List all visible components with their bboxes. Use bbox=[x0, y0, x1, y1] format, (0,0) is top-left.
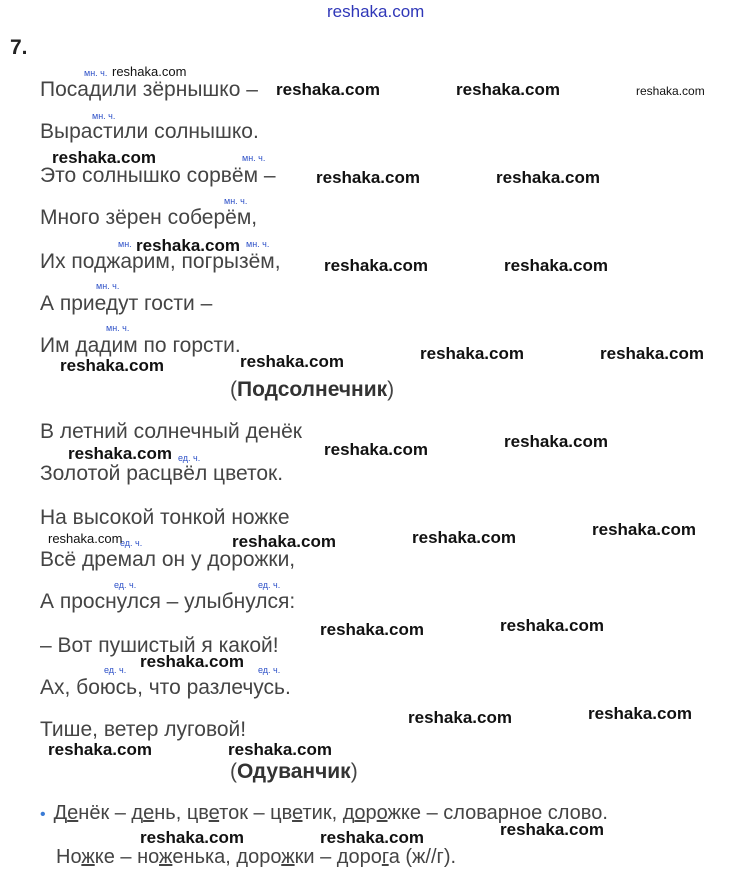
poem-line: Вырастили солнышко. bbox=[40, 120, 259, 143]
watermark: reshaka.com bbox=[420, 344, 524, 363]
watermark: reshaka.com bbox=[228, 740, 332, 759]
watermark: reshaka.com bbox=[504, 432, 608, 451]
watermark: reshaka.com bbox=[324, 256, 428, 275]
watermark: reshaka.com bbox=[136, 236, 240, 255]
watermark: reshaka.com bbox=[496, 168, 600, 187]
watermark: reshaka.com bbox=[48, 740, 152, 759]
watermark: reshaka.com bbox=[500, 820, 604, 839]
poem-line: Всё дремал он у дорожки, bbox=[40, 548, 296, 571]
watermark: reshaka.com bbox=[276, 80, 380, 99]
watermark: reshaka.com bbox=[140, 828, 244, 847]
poem-line: Тише, ветер луговой! bbox=[40, 718, 247, 741]
grammar-note: ед. ч. bbox=[178, 453, 201, 463]
grammar-note: мн. ч. bbox=[224, 196, 248, 206]
poem-title: (Одуванчик) bbox=[230, 760, 358, 783]
poem-line: Золотой расцвёл цветок. bbox=[40, 462, 284, 485]
watermark: reshaka.com bbox=[60, 356, 164, 375]
watermark: reshaka.com bbox=[504, 256, 608, 275]
watermark: reshaka.com bbox=[140, 652, 244, 671]
watermark: reshaka.com bbox=[48, 531, 123, 546]
watermark: reshaka.com bbox=[52, 148, 156, 167]
grammar-note: мн. ч. bbox=[246, 239, 270, 249]
poem-line: В летний солнечный денёк bbox=[40, 420, 302, 443]
grammar-note: ед. ч. bbox=[258, 665, 281, 675]
site-header[interactable]: reshaka.com bbox=[327, 2, 425, 21]
poem-line: – Вот пушистый я какой! bbox=[40, 634, 279, 657]
grammar-note: мн. bbox=[118, 239, 132, 249]
watermark: reshaka.com bbox=[240, 352, 344, 371]
poem-line: Много зёрен соберём, bbox=[40, 206, 258, 229]
poem-line: На высокой тонкой ножке bbox=[40, 506, 290, 529]
grammar-note: мн. ч. bbox=[106, 323, 130, 333]
watermark: reshaka.com bbox=[232, 532, 336, 551]
watermark: reshaka.com bbox=[636, 84, 705, 98]
task-number: 7. bbox=[10, 36, 28, 59]
watermark: reshaka.com bbox=[412, 528, 516, 547]
watermark: reshaka.com bbox=[316, 168, 420, 187]
poem-line: А приедут гости – bbox=[40, 292, 213, 315]
grammar-note: ед. ч. bbox=[114, 580, 137, 590]
poem-title: (Подсолнечник) bbox=[230, 378, 395, 401]
watermark: reshaka.com bbox=[320, 620, 424, 639]
watermark: reshaka.com bbox=[500, 616, 604, 635]
grammar-note: мн. ч. bbox=[84, 68, 108, 78]
grammar-note: мн. ч. bbox=[92, 111, 116, 121]
note-line: • Денёк – день, цветок – цветик, дорожке – словарное слово. bbox=[40, 802, 608, 824]
watermark: reshaka.com bbox=[592, 520, 696, 539]
watermark: reshaka.com bbox=[408, 708, 512, 727]
watermark: reshaka.com bbox=[588, 704, 692, 723]
watermark: reshaka.com bbox=[320, 828, 424, 847]
poem-line: А проснулся – улыбнулся: bbox=[40, 590, 296, 613]
poem-line: Им дадим по горсти. bbox=[40, 334, 241, 357]
poem-line: Это солнышко сорвём – bbox=[40, 164, 276, 187]
grammar-note: мн. ч. bbox=[96, 281, 120, 291]
watermark: reshaka.com bbox=[324, 440, 428, 459]
grammar-note: ед. ч. bbox=[120, 538, 143, 548]
poem-line: Посадили зёрнышко – bbox=[40, 78, 258, 101]
watermark: reshaka.com bbox=[456, 80, 560, 99]
watermark: reshaka.com bbox=[68, 444, 172, 463]
watermark: reshaka.com bbox=[600, 344, 704, 363]
grammar-note: мн. ч. bbox=[242, 153, 266, 163]
poem-line: Их поджарим, погрызём, bbox=[40, 250, 281, 273]
bullet-icon: • bbox=[40, 806, 46, 823]
grammar-note: ед. ч. bbox=[258, 580, 281, 590]
watermark: reshaka.com bbox=[112, 64, 187, 79]
poem-line: Ах, боюсь, что разлечусь. bbox=[40, 676, 291, 699]
grammar-note: ед. ч. bbox=[104, 665, 127, 675]
note-line: Ножке – ноженька, дорожки – дорога (ж//г). bbox=[56, 846, 457, 868]
